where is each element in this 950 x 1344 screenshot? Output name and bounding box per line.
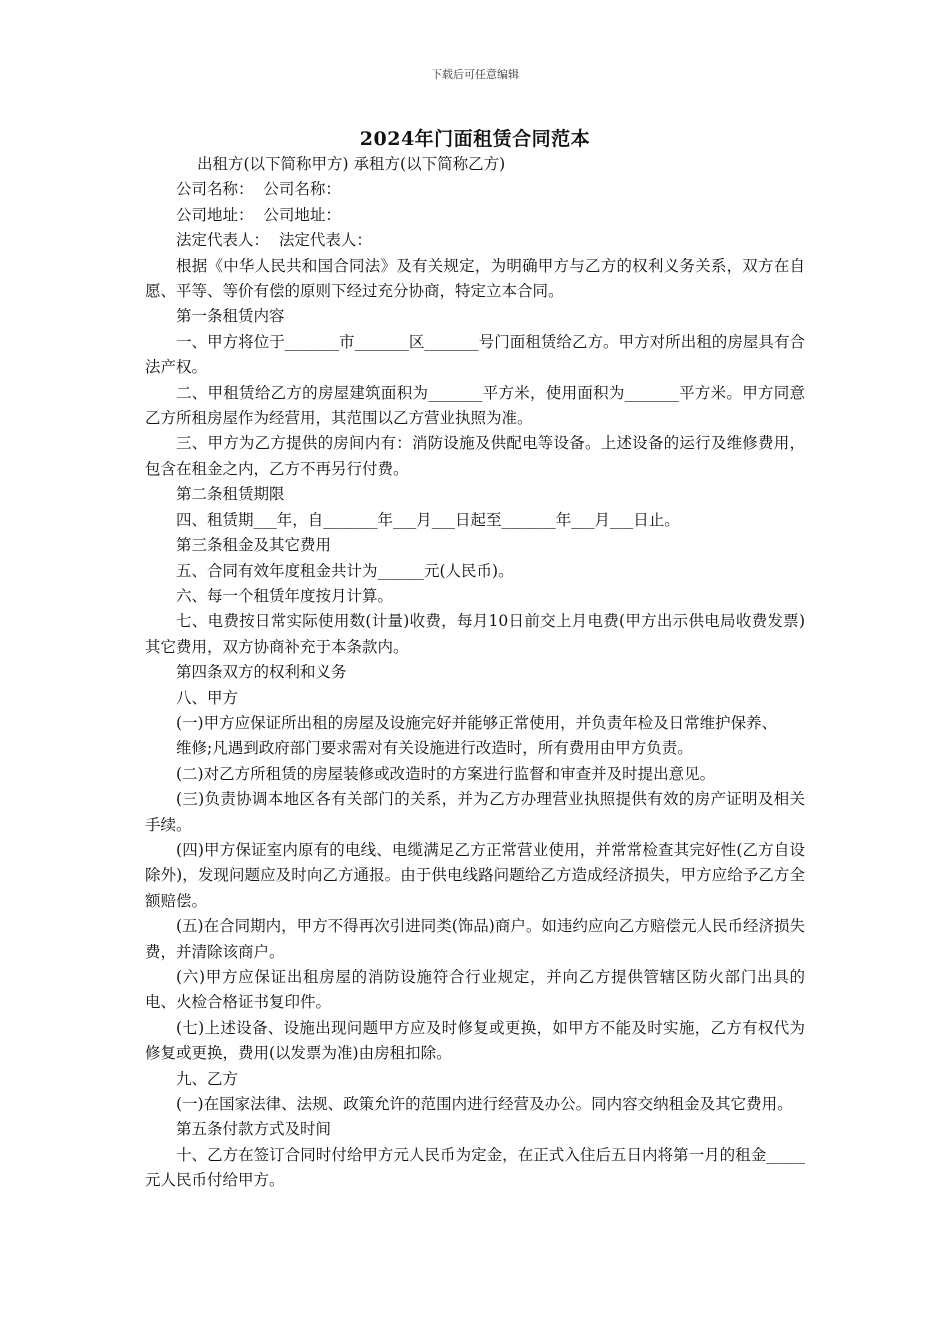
- article-heading: 第五条付款方式及时间: [176, 1120, 332, 1139]
- document-body: [145, 152, 805, 1194]
- clause: 四、租赁期___年，自_______年___月___日起至_______年___月___日止。: [176, 510, 680, 529]
- header-note: 下载后可任意编辑: [431, 68, 519, 81]
- clause: 二、甲租赁给乙方的房屋建筑面积为_______平方米，使用面积为_______平方米。甲方同意乙方所租房屋作为经营用，其范围以乙方营业执照为准。: [145, 383, 805, 428]
- sub-clause: (六)甲方应保证出租房屋的消防设施符合行业规定，并向乙方提供管辖区防火部门出具的电、火检合格证书复印件。: [145, 968, 805, 1012]
- party-heading: 九、乙方: [176, 1069, 239, 1088]
- article-heading: 第二条租赁期限: [176, 485, 285, 504]
- sub-clause-continued: 维修;凡遇到政府部门要求需对有关设施进行改造时，所有费用由甲方负责。: [176, 739, 693, 758]
- sub-clause: (三)负责协调本地区各有关部门的关系，并为乙方办理营业执照提供有效的房产证明及相关手续。: [145, 790, 805, 834]
- document-title: 2024年门面租赁合同范本: [359, 128, 591, 150]
- clause: 一、甲方将位于_______市_______区_______号门面租赁给乙方。甲方对所出租的房屋具有合法产权。: [145, 332, 805, 377]
- article-heading: 第一条租赁内容: [176, 307, 285, 326]
- article-heading: 第三条租金及其它费用: [176, 536, 332, 555]
- sub-clause: (四)甲方保证室内原有的电线、电缆满足乙方正常营业使用，并常常检查其完好性(乙方自设除外)，发现问题应及时向乙方通报。由于供电线路问题给乙方造成经济损失，甲方应给予乙方全额赔偿。: [145, 840, 805, 910]
- preamble: 根据《中华人民共和国合同法》及有关规定，为明确甲方与乙方的权利义务关系，双方在自愿、平等、等价有偿的原则下经过充分协商，特定立本合同。: [145, 256, 805, 301]
- clause: 五、合同有效年度租金共计为______元(人民币)。: [176, 561, 514, 580]
- sub-clause: (五)在合同期内，甲方不得再次引进同类(饰品)商户。如违约应向乙方赔偿元人民币经济损失费，并清除该商户。: [145, 917, 805, 961]
- clause: 七、电费按日常实际使用数(计量)收费，每月10日前交上月电费(甲方出示供电局收费发票)其它费用，双方协商补充于本条款内。: [145, 612, 805, 656]
- company-name-line: 公司名称： 公司名称：: [176, 180, 341, 199]
- company-address-line: 公司地址： 公司地址：: [176, 205, 341, 224]
- sub-clause: (一)甲方应保证所出租的房屋及设施完好并能够正常使用，并负责年检及日常维护保养、: [176, 713, 778, 732]
- party-heading: 八、甲方: [176, 688, 239, 707]
- sub-clause: (七)上述设备、设施出现问题甲方应及时修复或更换，如甲方不能及时实施，乙方有权代为修复或更换，费用(以发票为准)由房租扣除。: [145, 1018, 805, 1063]
- clause: 六、每一个租赁年度按月计算。: [176, 586, 394, 605]
- legal-rep-line: 法定代表人： 法定代表人：: [176, 231, 372, 250]
- clause: 三、甲方为乙方提供的房间内有：消防设施及供配电等设备。上述设备的运行及维修费用，包含在租金之内，乙方不再另行付费。: [145, 434, 805, 478]
- clause: 十、乙方在签订合同时付给甲方元人民币为定金，在正式入住后五日内将第一月的租金_____元人民币付给甲方。: [145, 1145, 805, 1190]
- sub-clause: (二)对乙方所租赁的房屋装修或改造时的方案进行监督和审查并及时提出意见。: [176, 764, 716, 783]
- sub-clause: (一)在国家法律、法规、政策允许的范围内进行经营及办公。同内容交纳租金及其它费用。: [176, 1095, 793, 1114]
- parties-line: 出租方(以下简称甲方) 承租方(以下简称乙方): [197, 155, 506, 173]
- article-heading: 第四条双方的权利和义务: [176, 663, 347, 682]
